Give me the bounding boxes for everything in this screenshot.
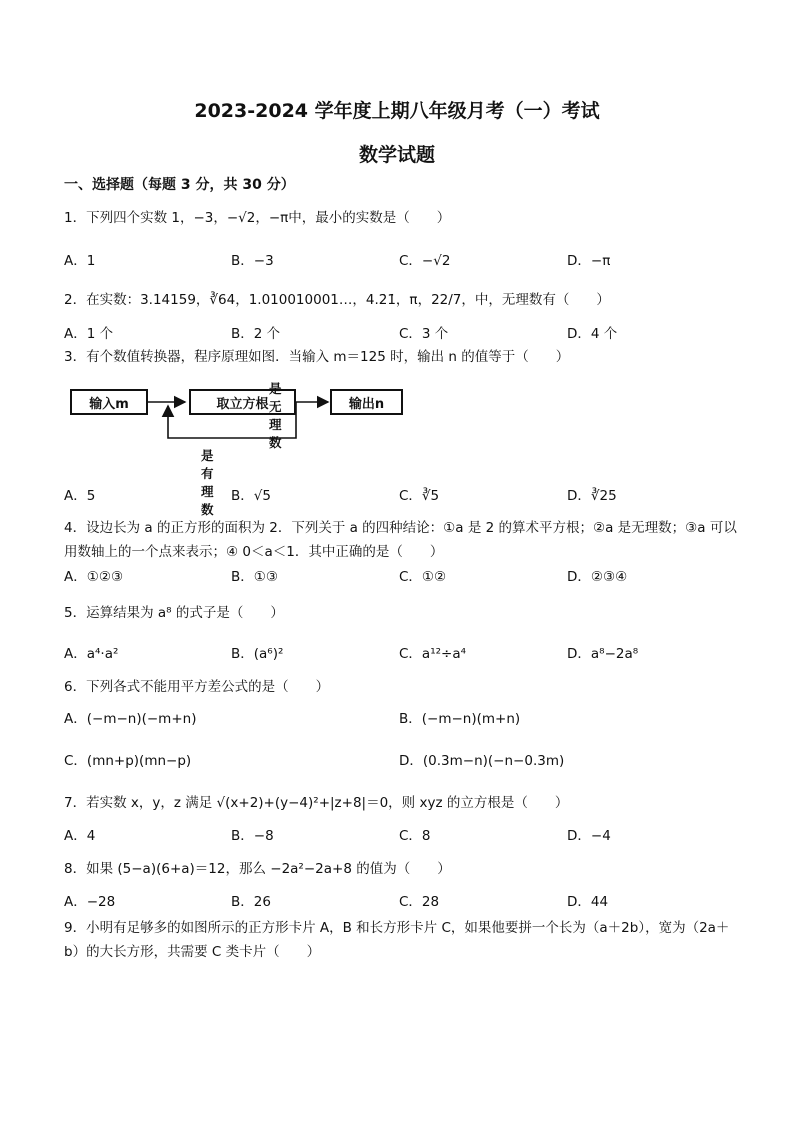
option-a: A．①②③ <box>64 569 124 585</box>
question-1: 1．下列四个实数 1，−3，−√2，−π中，最小的实数是（ ） <box>64 210 451 226</box>
option-c: C．①② <box>399 569 447 585</box>
flow-process-box: 取立方根 <box>189 389 296 415</box>
option-d: D．−π <box>567 253 611 269</box>
page-title: 2023-2024 学年度上期八年级月考（一）考试 <box>194 100 600 122</box>
option-b: B．−3 <box>231 253 274 269</box>
question-3: 3．有个数值转换器，程序原理如图．当输入 m＝125 时，输出 n 的值等于（ ） <box>64 349 570 365</box>
option-d: D．∛25 <box>567 488 617 504</box>
question-7: 7．若实数 x，y，z 满足 √(x+2)+(y−4)²+|z+8|＝0，则 xyz 的立方根是（ ） <box>64 795 569 811</box>
option-a: A．5 <box>64 488 96 504</box>
question-4: 4．设边长为 a 的正方形的面积为 2．下列关于 a 的四种结论：①a 是 2 的算术平方根；②a 是无理数；③a 可以用数轴上的一个点来表示；④ 0＜a＜1．其中正确的是（ ） <box>64 520 737 560</box>
question-6: 6．下列各式不能用平方差公式的是（ ） <box>64 679 330 695</box>
option-b: B．(a⁶)² <box>231 646 284 662</box>
option-d: D．44 <box>567 894 609 910</box>
question-5: 5．运算结果为 a⁸ 的式子是（ ） <box>64 605 284 621</box>
option-c: C．28 <box>399 894 440 910</box>
option-d: D．4 个 <box>567 326 618 342</box>
option-d: D．−4 <box>567 828 611 844</box>
option-a: A．1 个 <box>64 326 114 342</box>
flow-output-box: 输出n <box>330 389 403 415</box>
option-c: C．(mn+p)(mn−p) <box>64 753 192 769</box>
question-5-options <box>64 642 744 666</box>
option-a: A．1 <box>64 253 96 269</box>
question-7-options <box>64 824 744 848</box>
question-6-options-cd <box>64 749 744 773</box>
question-3-options <box>64 484 744 508</box>
label-irrational: 是无理数 <box>269 381 282 450</box>
page-subtitle: 数学试题 <box>358 144 435 166</box>
option-c: C．3 个 <box>399 326 449 342</box>
question-2-options <box>64 322 744 346</box>
label-rational: 是有理数 <box>201 448 214 517</box>
option-b: B．√5 <box>231 488 271 504</box>
option-a: A．4 <box>64 828 96 844</box>
question-2: 2．在实数：3.14159，∛64，1.010010001…，4.2̇1̇，π，22/7，中，无理数有（ ） <box>64 292 610 308</box>
question-8: 8．如果 (5−a)(6+a)＝12，那么 −2a²−2a+8 的值为（ ） <box>64 861 451 877</box>
option-b: B．2 个 <box>231 326 281 342</box>
option-c: C．∛5 <box>399 488 440 504</box>
section-heading: 一、选择题（每题 3 分，共 30 分） <box>64 177 295 193</box>
question-6-options-ab <box>64 707 744 731</box>
option-a: A．a⁴·a² <box>64 646 119 662</box>
option-b: B．(−m−n)(m+n) <box>399 711 521 727</box>
question-9: 9．小明有足够多的如图所示的正方形卡片 A，B 和长方形卡片 C，如果他要拼一个长为（a＋2b），宽为（2a＋b）的大长方形，共需要 C 类卡片（ ） <box>64 920 730 960</box>
option-b: B．①③ <box>231 569 278 585</box>
option-b: B．26 <box>231 894 271 910</box>
question-1-options <box>64 249 744 273</box>
option-c: C．−√2 <box>399 253 451 269</box>
option-c: C．a¹²÷a⁴ <box>399 646 467 662</box>
flow-input-box: 输入m <box>70 389 148 415</box>
option-b: B．−8 <box>231 828 274 844</box>
option-a: A．−28 <box>64 894 116 910</box>
question-8-options <box>64 890 744 914</box>
question-4-options <box>64 565 744 589</box>
option-a: A．(−m−n)(−m+n) <box>64 711 197 727</box>
option-c: C．8 <box>399 828 431 844</box>
option-d: D．a⁸−2a⁸ <box>567 646 639 662</box>
option-d: D．②③④ <box>567 569 628 585</box>
option-d: D．(0.3m−n)(−n−0.3m) <box>399 753 565 769</box>
